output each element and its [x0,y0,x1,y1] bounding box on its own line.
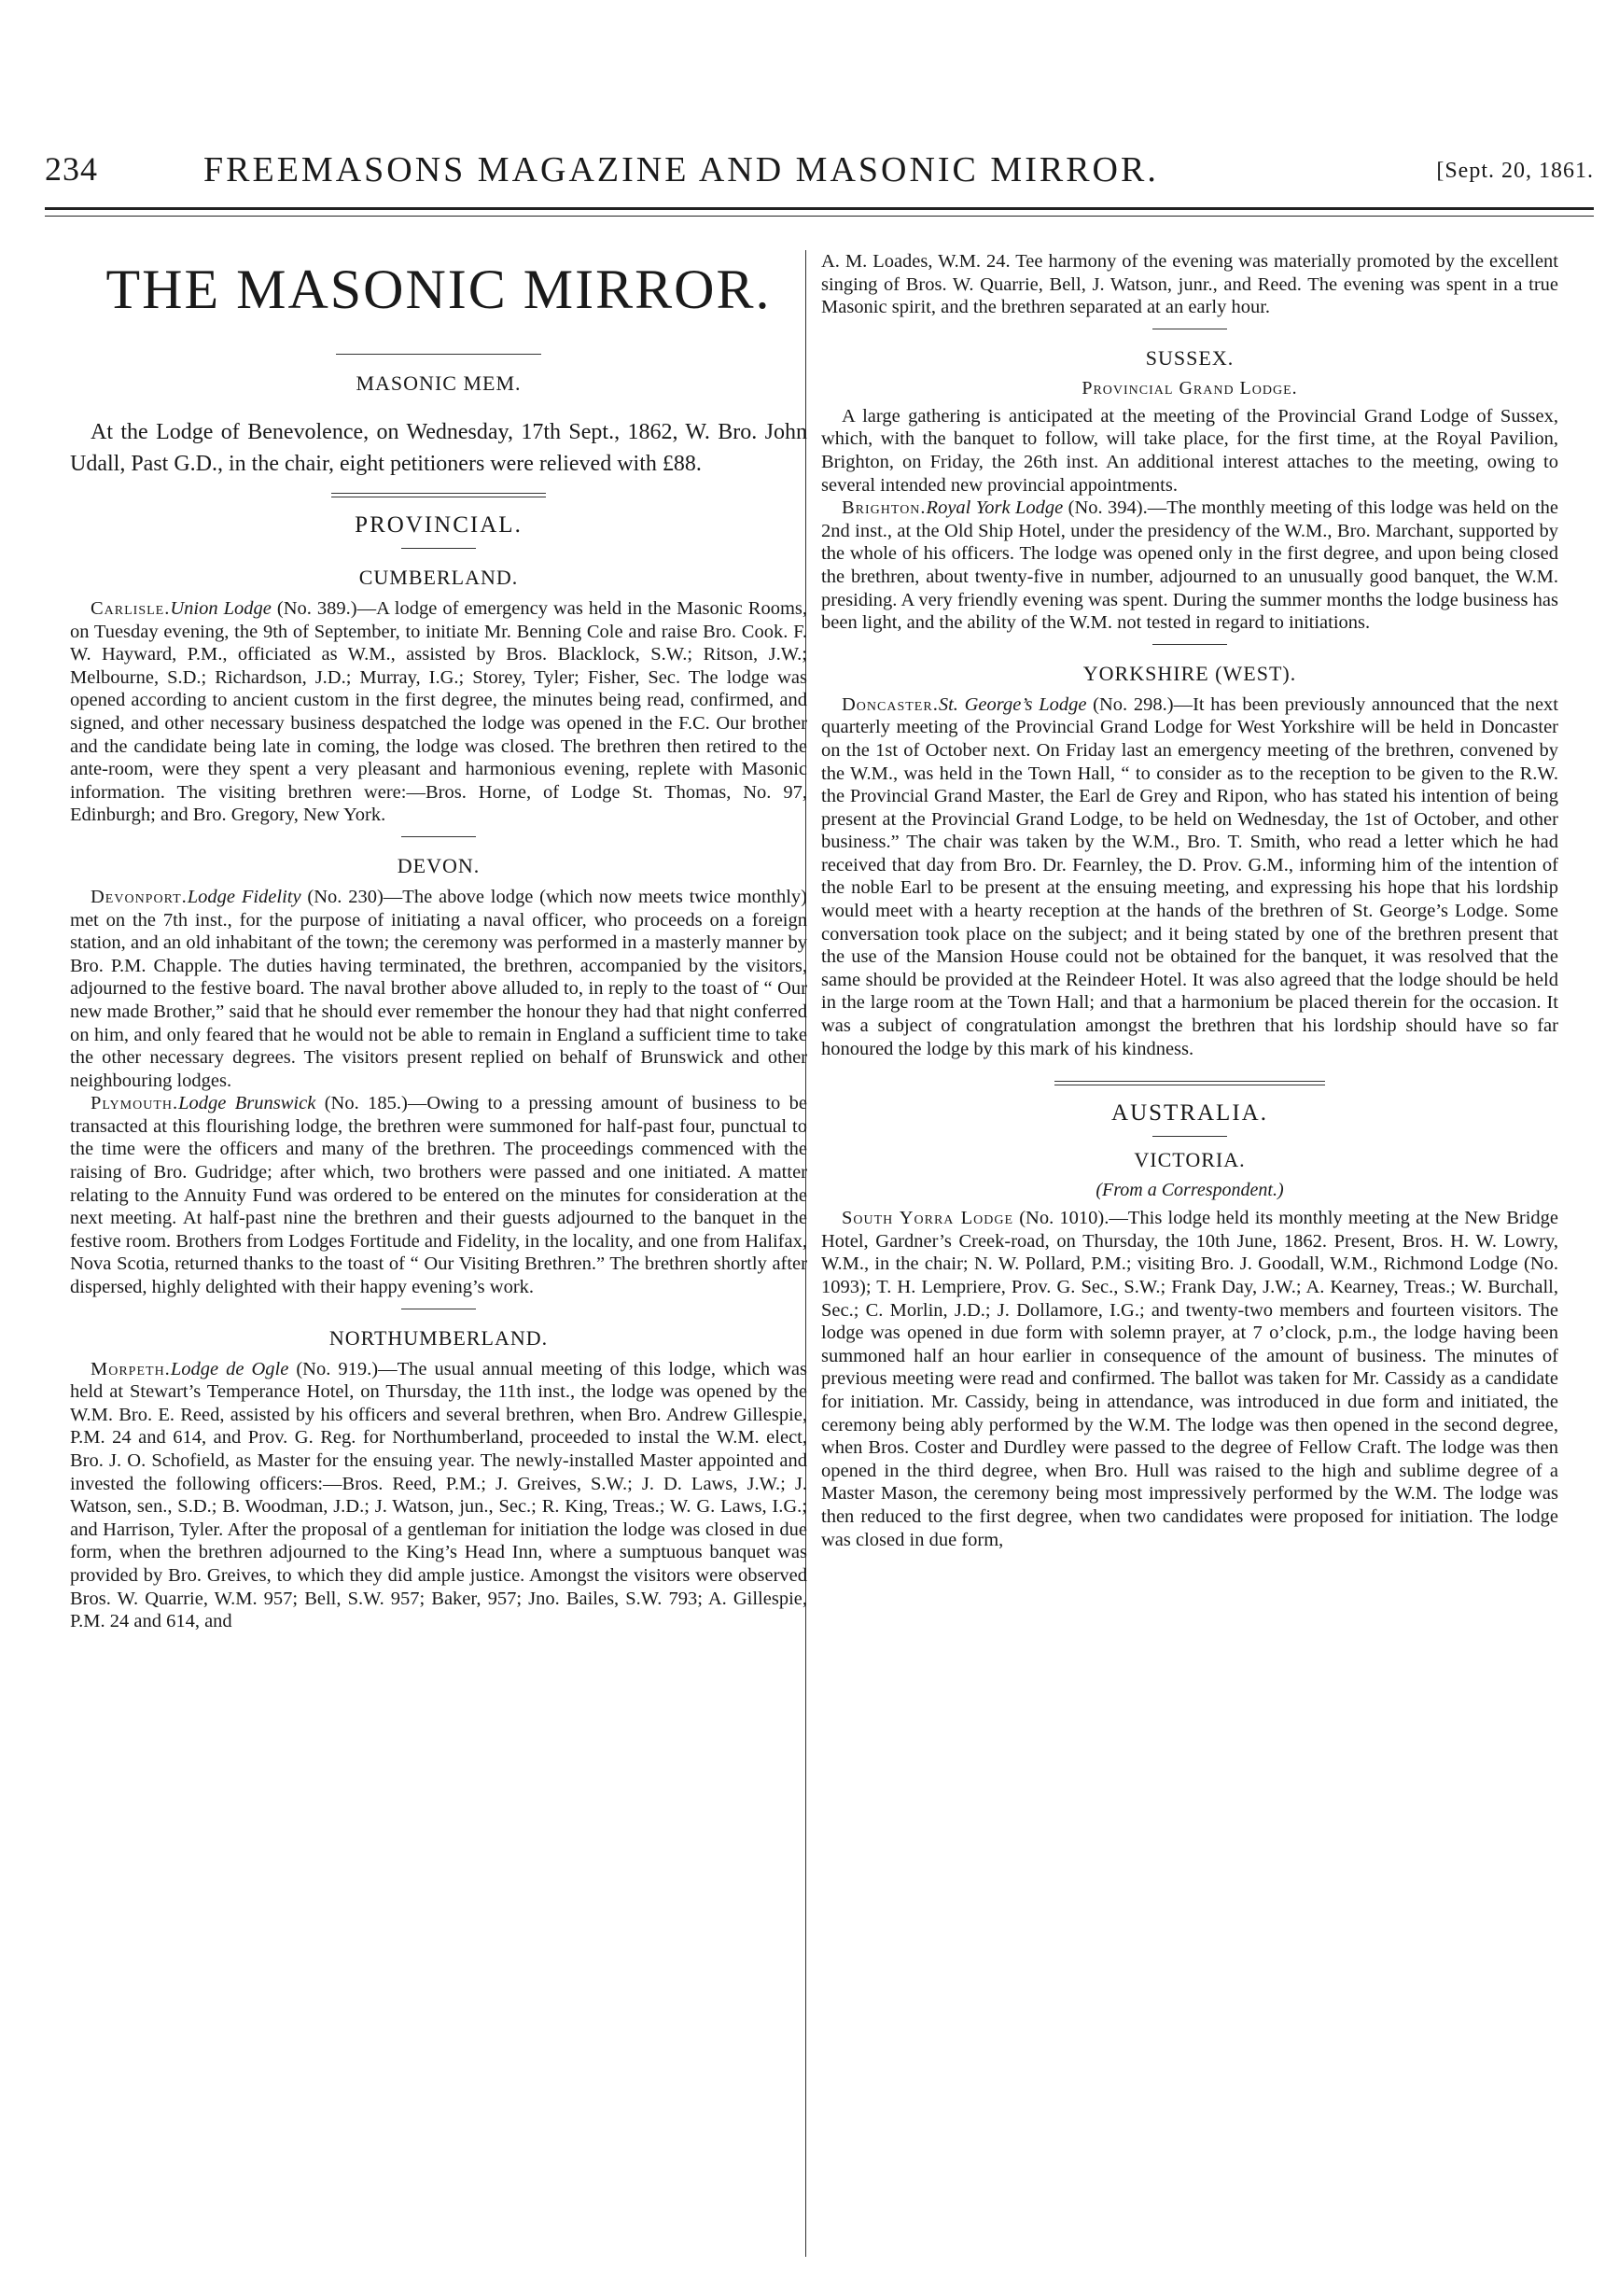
masonic-mem-title: MASONIC MEM. [356,371,522,395]
byline: (From a Correspondent.) [1096,1180,1284,1201]
northumberland-title: NORTHUMBERLAND. [328,1325,549,1350]
masthead: THE MASONIC MIRROR. [105,259,772,320]
page-header [45,149,1594,202]
running-title: FREEMASONS MAGAZINE AND MASONIC MIRROR. [203,150,1159,189]
lodge-name: St. George’s Lodge [938,693,1087,715]
report-text: (No. 1010).—This lodge held its monthly meeting at the New Bridge Hotel, Gardner’s Creek-road, on Thursday, the 10th June, 1862. Present, Bros. H. W. Lowry, W.M., in the chair; N. W. Pollard, P.M.; visiting Bro. J. Goodall, W.M., Richmond Lodge (No. 1093); T. H. Lempriere, Prov. G. Sec., S.W.; Frank Day, J.W.; A. Kearney, Treas.; W. Burchall, Sec.; C. Morlin, J.D.; J. Dollamore, I.G.; and twenty-two members and fourteen visitors. The lodge was opened in due form with solemn prayer, at 7 o’clock, p.m., the lodge having been summoned half an hour earlier in consequence of the amount of business. The minutes of previous meeting were read and confirmed. The ballot was taken for Mr. Cassidy as a candidate for initiation. Mr. Cassidy, being in attendance, was introduced in due form and initiated, the ceremony being ably performed by the W.M. The lodge was then opened in the second degree, when Bros. Coster and Durdley were passed to the degree of Fellow Craft. The lodge was then opened in the third degree, when Bro. Hull was raised to the high and sublime degree of a Master Mason, the ceremony being most impressively performed by the W.M. The lodge was then reduced to the first degree, when two candidates were proposed for initiation. The lodge was closed in due form, [821,1208,1558,1550]
lodge-name: Royal York Lodge [926,497,1064,519]
place-name: Devonport. [91,886,188,907]
devon-title: DEVON. [397,853,481,877]
rule [1152,1136,1227,1137]
report-text: (No. 394).—The monthly meeting of this lodge was held on the 2nd inst., at the Old Ship Hotel, under the presidency of the W.M., Bro. Marchant, supported by the whole of his officers. The lodge was opened only in the first degree, and upon being closed the brethren, about twenty-five in number, adjourned to an unusually good banquet, the W.M. presiding. A very friendly evening was spent. During the summer months the lodge business has been light, and the ability of the W.M. not tested in regard to initiations. [821,497,1558,634]
lodge-name: Lodge Fidelity [187,886,301,907]
place-name: Brighton. [842,497,927,519]
page-number: 234 [45,150,98,188]
lodge-name: Union Lodge [170,598,272,619]
issue-date: [Sept. 20, 1861. [1436,159,1594,183]
left-column [70,250,807,1633]
rule [401,548,476,549]
lodge-name: Lodge de Ogle [170,1358,289,1379]
header-rule-thin [45,216,1594,217]
rule [401,836,476,837]
continuation-text: A. M. Loades, W.M. 24. Tee harmony of the evening was materially promoted by the excellent singing of Bros. W. Quarrie, Bell, J. Watson, junr., and Reed. The evening was spent in a true Masonic spirit, and the brethren separated at an early hour. [821,251,1558,318]
section-rule [1054,1081,1325,1085]
australia-title: AUSTRALIA. [1111,1100,1268,1127]
rule [336,354,541,355]
report-text: (No. 919.)—The usual annual meeting of this lodge, which was held at Stewart’s Temperance Hotel, on Thursday, the 11th inst., the lodge was opened by the W.M. Bro. E. Reed, assisted by his officers and several brethren, when Bro. Andrew Gillespie, P.M. 24 and 614, and Prov. G. Reg. for Northumberland, proceeded to instal the W.M. elect, Bro. J. O. Schofield, as Master for the ensuing year. The newly-installed Master appointed and invested the following officers:—Bros. Reed, P.M.; J. Greives, S.W.; J. D. Laws, J.W.; J. Watson, sen., S.D.; B. Woodman, J.D.; J. Watson, jun., Sec.; R. King, Treas.; W. G. Laws, I.G.; and Harrison, Tyler. After the proposal of a gentleman for initiation the lodge was closed in due form, when the brethren adjourned to the King’s Head Inn, where a sumptuous banquet was provided by Bro. Greives, to which they did ample justice. Amongst the visitors were observed Bros. W. Quarrie, W.M. 957; Bell, S.W. 957; Baker, 957; Jno. Bailes, S.W. 793; A. Gillespie, P.M. 24 and 614, and [70,1358,808,1632]
plymouth-report [70,1092,807,1298]
sussex-title: SUSSEX. [1145,345,1235,370]
provincial-title: PROVINCIAL. [355,512,523,538]
brighton-report [821,497,1558,635]
devonport-report [70,886,807,1092]
place-name: Morpeth. [91,1358,171,1379]
yorkshire-title: YORKSHIRE (WEST). [1082,661,1297,685]
masonic-mem-text: At the Lodge of Benevolence, on Wednesday, 17th Sept., 1862, W. Bro. John Udall, Past G.D., in the chair, eight petitioners were relieved with £88. [70,420,807,476]
cumberland-title: CUMBERLAND. [358,566,519,589]
place-name: South Yorra Lodge [842,1208,1014,1229]
sussex-subtitle: Provincial Grand Lodge. [1082,377,1298,399]
place-name: Carlisle. [91,598,171,619]
cumberland-report [70,597,807,827]
report-text: (No. 298.)—It has been previously announced that the next quarterly meeting of the Provincial Grand Lodge for West Yorkshire will be held in Doncaster on the 1st of October next. On Friday last an emergency meeting of the brethren, convened by the W.M., was held in the Town Hall, “ to consider as to the reception to be given to the R.W. the Provincial Grand Master, the Earl de Grey and Ripon, who has stated his intention of being present at the Provincial Grand Lodge, to be held on Wednesday, the 1st of October, and other business.” The chair was taken by the W.M., Bro. T. Smith, who read a letter which he had received that day from Bro. Dr. Fearnley, the D. Prov. G.M., informing him of the intention of the noble Earl to be present at the ensuing meeting, and expressing his hope that his lordship would meet with a hearty reception at the hands of the brethren of St. George’s Lodge. Some conversation took place on the subject; and it being stated by one of the brethren present that the use of the Mansion House could not be obtained for the banquet, it was resolved that the same should be provided at the Reindeer Hotel. It was also agreed that the lodge should be held in the large room at the Town Hall; and that a harmonium be placed therein for the occasion. It was a subject of congratulation amongst the brethren that his lordship should have so far honoured the lodge by this mark of his kindness. [821,693,1558,1059]
header-rule-thick [45,207,1594,210]
section-rule [331,493,546,497]
doncaster-report [821,693,1558,1061]
place-name: Doncaster. [842,693,939,715]
south-yorra-report [821,1207,1558,1551]
report-text: (No. 389.)—A lodge of emergency was held in the Masonic Rooms, on Tuesday evening, the 9th of September, to initiate Mr. Benning Cole and raise Bro. Cook. F. W. Hayward, P.M., officiated as W.M., assisted by Bros. Blacklock, S.W.; Ritson, J.W.; Melbourne, S.D.; Richardson, J.D.; Murray, I.G.; Storey, Tyler; Fisher, Sec. The lodge was opened according to ancient custom in the first degree, the minutes being read, confirmed, and signed, and other necessary business despatched the lodge was opened in the F.C. Our brother and the candidate being late in coming, the lodge was closed. The brethren then retired to the ante-room, were they spent a very pleasant and harmonious evening, replete with Masonic information. The visiting brethren were:—Bros. Horne, of Lodge St. Thomas, No. 97, Edinburgh; and Bro. Gregory, New York. [70,598,807,826]
report-text: (No. 185.)—Owing to a pressing amount of business to be transacted at this flourishing lodge, the brethren were summoned for half-past four, punctual to the time were the officers and many of the brethren. The proceedings commenced with the raising of Bro. Gudridge; after which, two brothers were passed and one initiated. A matter relating to the Annuity Fund was ordered to be entered on the minutes for consideration at the next meeting. At half-past nine the brethren and their guests adjourned to the banquet in the festive room. Brothers from Lodges Fortitude and Fidelity, in the locality, and one from Halifax, Nova Scotia, returned thanks to the toast of “ Our Visiting Brethren.” The brethren shortly after dispersed, highly delighted with their happy evening’s work. [70,1093,807,1298]
right-column [821,250,1558,1551]
morpeth-report [70,1358,807,1633]
report-text: (No. 230)—The above lodge (which now meets twice monthly) met on the 7th inst., for the purpose of initiating a naval officer, who proceeds on a foreign station, and an old inhabitant of the town; the ceremony was performed in a masterly manner by Bro. P.M. Chapple. The duties having terminated, the brethren, accompanied by the visitors, adjourned to the festive board. The naval brother above alluded to, in reply to the toast of “ Our new made Brother,” said that he should ever remember the honour they had that night conferred on him, and only feared that he would not be able to remain in England a sufficient time to take the other necessary degrees. The visitors present replied on behalf of Brunswick and other neighbouring lodges. [70,886,807,1091]
victoria-title: VICTORIA. [1134,1148,1246,1172]
lodge-name: Lodge Brunswick [178,1093,316,1114]
sussex-intro: A large gathering is anticipated at the meeting of the Provincial Grand Lodge of Sussex, which, with the banquet to follow, will take place, for the first time, at the Royal Pavilion, Brighton, on Friday, the 26th inst. An additional interest attaches to the meeting, owing to several intended new provincial appointments. [821,405,1558,496]
place-name: Plymouth. [91,1093,179,1114]
rule [1152,644,1227,645]
